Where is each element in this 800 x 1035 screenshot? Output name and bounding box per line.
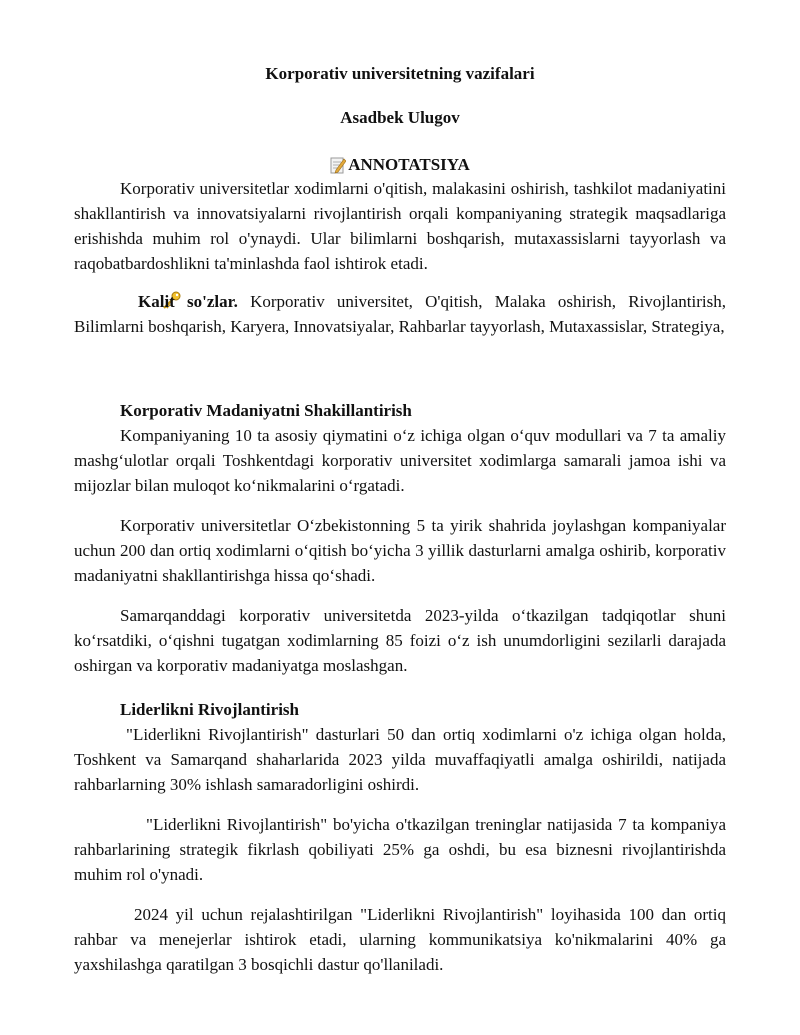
key-icon bbox=[118, 291, 138, 309]
section-heading-culture: Korporativ Madaniyatni Shakillantirish bbox=[120, 401, 412, 420]
document-author: Asadbek Ulugov bbox=[340, 108, 460, 127]
section1-paragraph-1: Kompaniyaning 10 ta asosiy qiymatini o‘z ichiga olgan o‘quv modullari va 7 ta amaliy mashg‘ulotlar orqali Toshkentdagi korporativ universitet xodimlarga samarali jamoa ishi va mijozlar bilan muloqot ko‘nikmalarini o‘rgatadi. bbox=[74, 426, 726, 495]
section1-paragraph-2: Korporativ universitetlar O‘zbekistonning 5 ta yirik shahrida joylashgan kompaniyalar uchun 200 dan ortiq xodimlarni o‘qitish bo‘yicha 3 yillik dasturlarni amalga oshirib, korporativ madaniyatni shakllantirishga hissa qo‘shadi. bbox=[74, 516, 726, 585]
document-page bbox=[74, 62, 726, 977]
document-title: Korporativ universitetning vazifalari bbox=[265, 64, 535, 83]
memo-icon bbox=[330, 156, 346, 174]
section2-paragraph-1: "Liderlikni Rivojlantirish" dasturlari 50 dan ortiq xodimlarni o'z ichiga olgan holda, Toshkent va Samarqand shaharlarida 2023 yilda muvaffaqiyatli amalga oshirildi, natijada rahbarlarning 30% ishlash samaradorligini oshirdi. bbox=[74, 725, 726, 794]
section1-paragraph-3: Samarqanddagi korporativ universitetda 2023-yilda o‘tkazilgan tadqiqotlar shuni ko‘rsatdiki, o‘qishni tugatgan xodimlarning 85 foizi o‘z ish unumdorligini sezilarli darajada oshirgan va korporativ madaniyatga moslashgan. bbox=[74, 606, 726, 675]
keywords-text: Korporativ universitet, O'qitish, Malaka oshirish, Rivojlantirish, Bilimlarni boshqarish, Karyera, Innovatsiyalar, Rahbarlar tayyorlash, Mutaxassislar, Strategiya, bbox=[74, 292, 726, 336]
keywords-label: Kalit so'zlar. bbox=[138, 292, 238, 311]
abstract-heading-label: ANNOTATSIYA bbox=[348, 155, 470, 174]
abstract-heading bbox=[74, 154, 726, 176]
section-heading-leadership: Liderlikni Rivojlantirish bbox=[120, 700, 299, 719]
keywords-paragraph bbox=[74, 289, 726, 339]
section2-paragraph-2: "Liderlikni Rivojlantirish" bo'yicha o'tkazilgan treninglar natijasida 7 ta kompaniya rahbarlarining strategik fikrlash qobiliyati 25% ga oshdi, bu esa biznesni rivojlantirishda muhim rol o'ynadi. bbox=[74, 815, 726, 884]
abstract-text: Korporativ universitetlar xodimlarni o'qitish, malakasini oshirish, tashkilot madaniyatini shakllantirish va innovatsiyalarni rivojlantirish orqali kompaniyaning strategik maqsadlariga erishishda muhim rol o'ynaydi. Ular bilimlarni boshqarish, mutaxassislarni tayyorlash va raqobatbardoshlikni ta'minlashda faol ishtirok etadi. bbox=[74, 179, 726, 273]
section2-paragraph-3: 2024 yil uchun rejalashtirilgan "Liderlikni Rivojlantirish" loyihasida 100 dan ortiq rahbar va menejerlar ishtirok etadi, ularning kommunikatsiya ko'nikmalarini 40% ga yaxshilashga qaratilgan 3 bosqichli dastur qo'llaniladi. bbox=[74, 905, 726, 974]
